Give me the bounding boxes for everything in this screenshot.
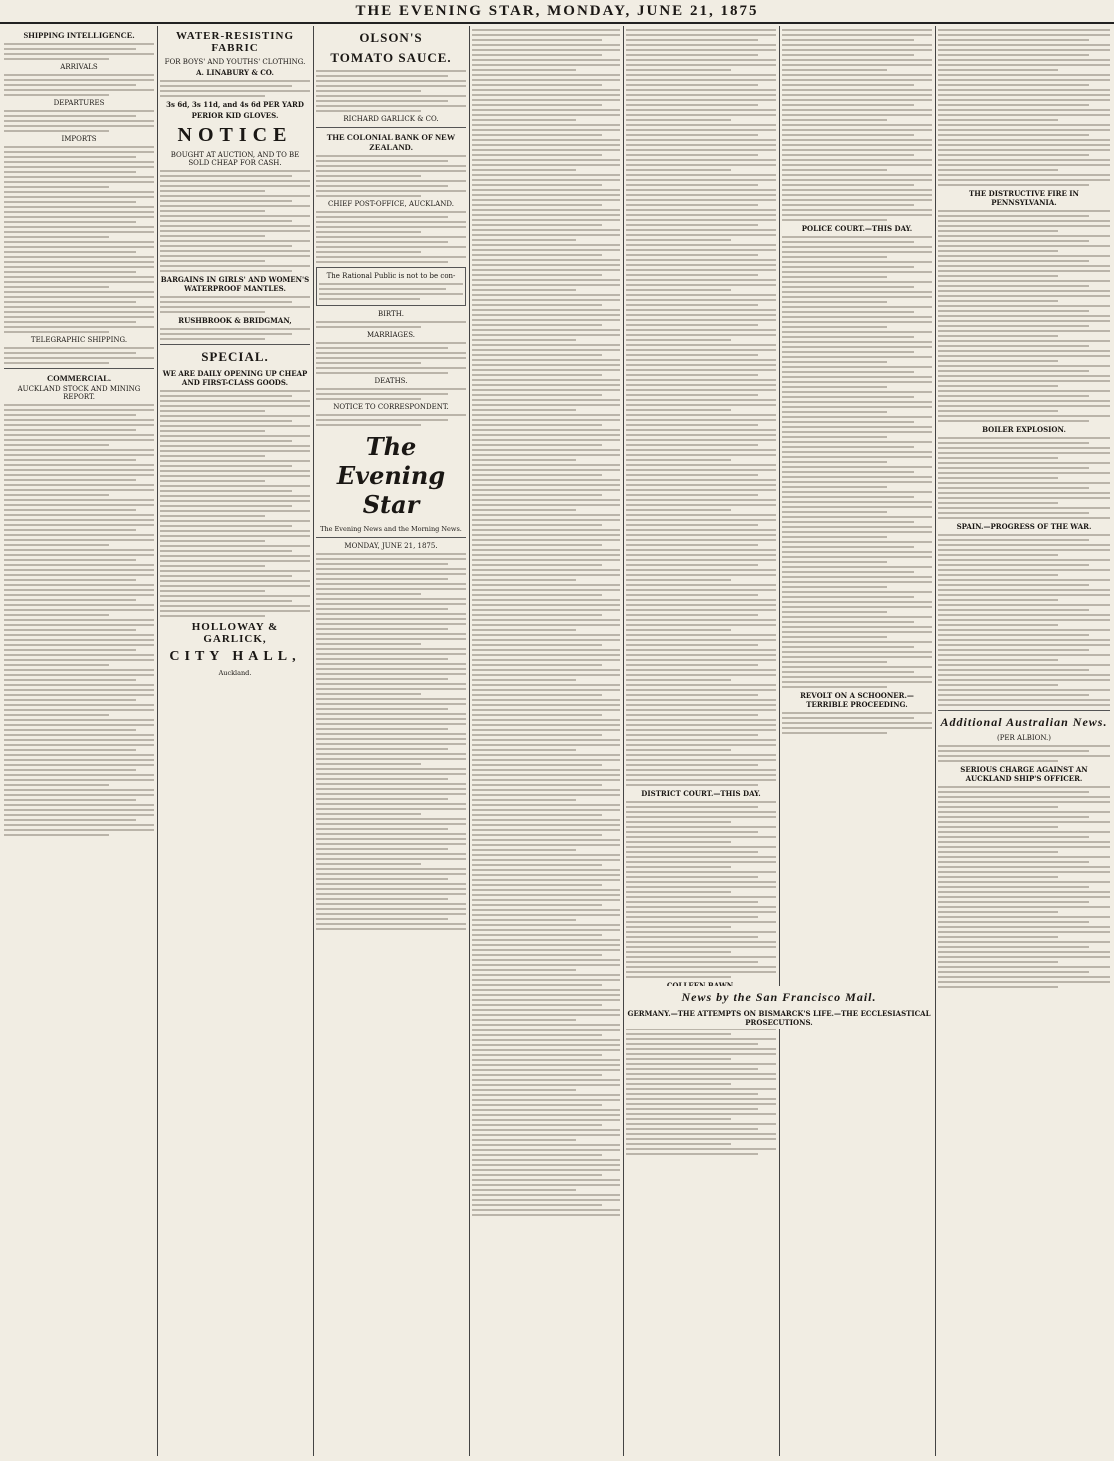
richard-garlick: RICHARD GARLICK & CO.: [343, 115, 439, 123]
city-hall: CITY HALL,: [169, 649, 301, 664]
rational-public-line: The Rational Public is not to be con-: [326, 272, 456, 280]
notice-correspondent-heading: NOTICE TO CORRESPONDENT.: [333, 403, 449, 411]
fire-pennsylvania-heading: THE DISTRUCTIVE FIRE IN PENNSYLVANIA.: [969, 189, 1079, 207]
shipping-heading: SHIPPING INTELLIGENCE.: [23, 30, 135, 40]
issue-date: MONDAY, JUNE 21, 1875.: [344, 542, 438, 550]
text-block: [4, 146, 154, 333]
san-francisco-news-block: [626, 986, 932, 1029]
district-court-heading: DISTRICT COURT.—THIS DAY.: [641, 789, 761, 798]
additional-australian-news-heading: Additional Australian News.: [940, 715, 1108, 729]
text-block: [160, 170, 310, 272]
column-5: [626, 26, 776, 1456]
column-7: [938, 26, 1110, 1456]
bargains-heading: BARGAINS IN GIRLS' AND WOMEN'S WATERPROOF MANTLES.: [160, 275, 310, 293]
text-block: [160, 296, 310, 313]
text-block: [626, 801, 776, 978]
post-office-heading: CHIEF POST-OFFICE, AUCKLAND.: [328, 200, 454, 208]
notice-heading: NOTICE: [177, 124, 293, 146]
rushbrook-name: RUSHBROOK & BRIDGMAN,: [178, 316, 292, 325]
text-block: [938, 745, 1110, 762]
cheap-goods-heading: WE ARE DAILY OPENING UP CHEAP AND FIRST-CLASS GOODS.: [162, 369, 308, 387]
text-block: [938, 210, 1110, 422]
water-resisting-heading: WATER-RESISTING FABRIC: [175, 30, 295, 54]
marriages-heading: MARRIAGES.: [366, 331, 416, 339]
text-block: [160, 328, 310, 340]
special-heading: SPECIAL.: [201, 349, 269, 364]
text-block: [4, 43, 154, 60]
text-block: [160, 80, 310, 97]
per-albion: (PER ALBION.): [996, 734, 1052, 742]
germany-heading: GERMANY.—THE ATTEMPTS ON BISMARCK'S LIFE.—THE ECCLESIASTICAL PROSECUTIONS.: [627, 1009, 931, 1027]
police-court-heading: POLICE COURT.—THIS DAY.: [801, 224, 913, 233]
text-block: [316, 211, 466, 263]
auckland-report-heading: AUCKLAND STOCK AND MINING REPORT.: [17, 385, 141, 401]
linabury-name: A. LINABURY & CO.: [196, 68, 274, 77]
san-francisco-mail-heading: News by the San Francisco Mail.: [681, 990, 877, 1004]
text-block: [472, 29, 620, 1216]
birth-heading: BIRTH.: [377, 310, 405, 318]
auckland-label: Auckland.: [218, 669, 252, 677]
olsons-heading: OLSON'S: [359, 30, 423, 45]
arrivals-heading: ARRIVALS: [60, 63, 98, 71]
serious-charge-heading: SERIOUS CHARGE AGAINST AN AUCKLAND SHIP'S OFFICER.: [960, 765, 1088, 783]
text-block: [316, 342, 466, 374]
text-block: [782, 236, 932, 688]
text-block: [938, 437, 1110, 519]
bought-at-auction: BOUGHT AT AUCTION, AND TO BE SOLD CHEAP FOR CASH.: [170, 151, 300, 167]
text-block: [782, 29, 932, 221]
spain-war-heading: SPAIN.—PROGRESS OF THE WAR.: [956, 522, 1092, 531]
deaths-heading: DEATHS.: [374, 377, 408, 385]
departures-heading: DEPARTURES: [53, 99, 105, 107]
text-block: [4, 74, 154, 96]
text-block: [316, 155, 466, 197]
text-block: [938, 29, 1110, 186]
text-block: [160, 390, 310, 617]
text-block: [316, 321, 466, 328]
column-4: [472, 26, 620, 1456]
text-block: [316, 553, 466, 930]
logo-title: The Evening Star: [336, 432, 446, 519]
masthead-title: THE EVENING STAR, MONDAY, JUNE 21, 1875: [355, 3, 759, 19]
text-block: [4, 110, 154, 132]
revolt-schooner-heading: REVOLT ON A SCHOONER.—TERRIBLE PROCEEDING.: [800, 691, 914, 709]
colonial-bank-heading: THE COLONIAL BANK OF NEW ZEALAND.: [326, 132, 456, 152]
kid-gloves-heading: PERIOR KID GLOVES.: [191, 111, 279, 120]
rational-public-box: [316, 267, 466, 306]
text-block: [782, 712, 932, 734]
text-block: [4, 404, 154, 836]
boys-clothing-heading: FOR BOYS' AND YOUTHS' CLOTHING.: [164, 58, 306, 66]
text-block: [626, 29, 776, 786]
logo-subtitle: The Evening News and the Morning News.: [320, 525, 462, 533]
masthead: [0, 0, 1114, 24]
text-block: [316, 388, 466, 400]
text-block: [938, 786, 1110, 988]
boiler-explosion-heading: BOILER EXPLOSION.: [982, 425, 1066, 434]
column-2: [160, 26, 310, 1456]
column-6: [782, 26, 932, 1456]
imports-heading: IMPORTS: [61, 135, 97, 143]
text-block: [4, 347, 154, 364]
text-block: [316, 70, 466, 112]
holloway-heading: HOLLOWAY & GARLICK,: [191, 621, 279, 645]
text-block: [316, 414, 466, 426]
newspaper-logo: [316, 432, 466, 519]
tomato-sauce: TOMATO SAUCE.: [330, 50, 452, 65]
commercial-heading: COMMERCIAL.: [47, 373, 111, 383]
text-block: [938, 534, 1110, 706]
telegraphic-heading: TELEGRAPHIC SHIPPING.: [30, 336, 128, 344]
column-1: [4, 26, 154, 1456]
price-line: 3s 6d, 3s 11d, and 4s 6d PER YARD: [166, 100, 304, 109]
column-3: [316, 26, 466, 1456]
